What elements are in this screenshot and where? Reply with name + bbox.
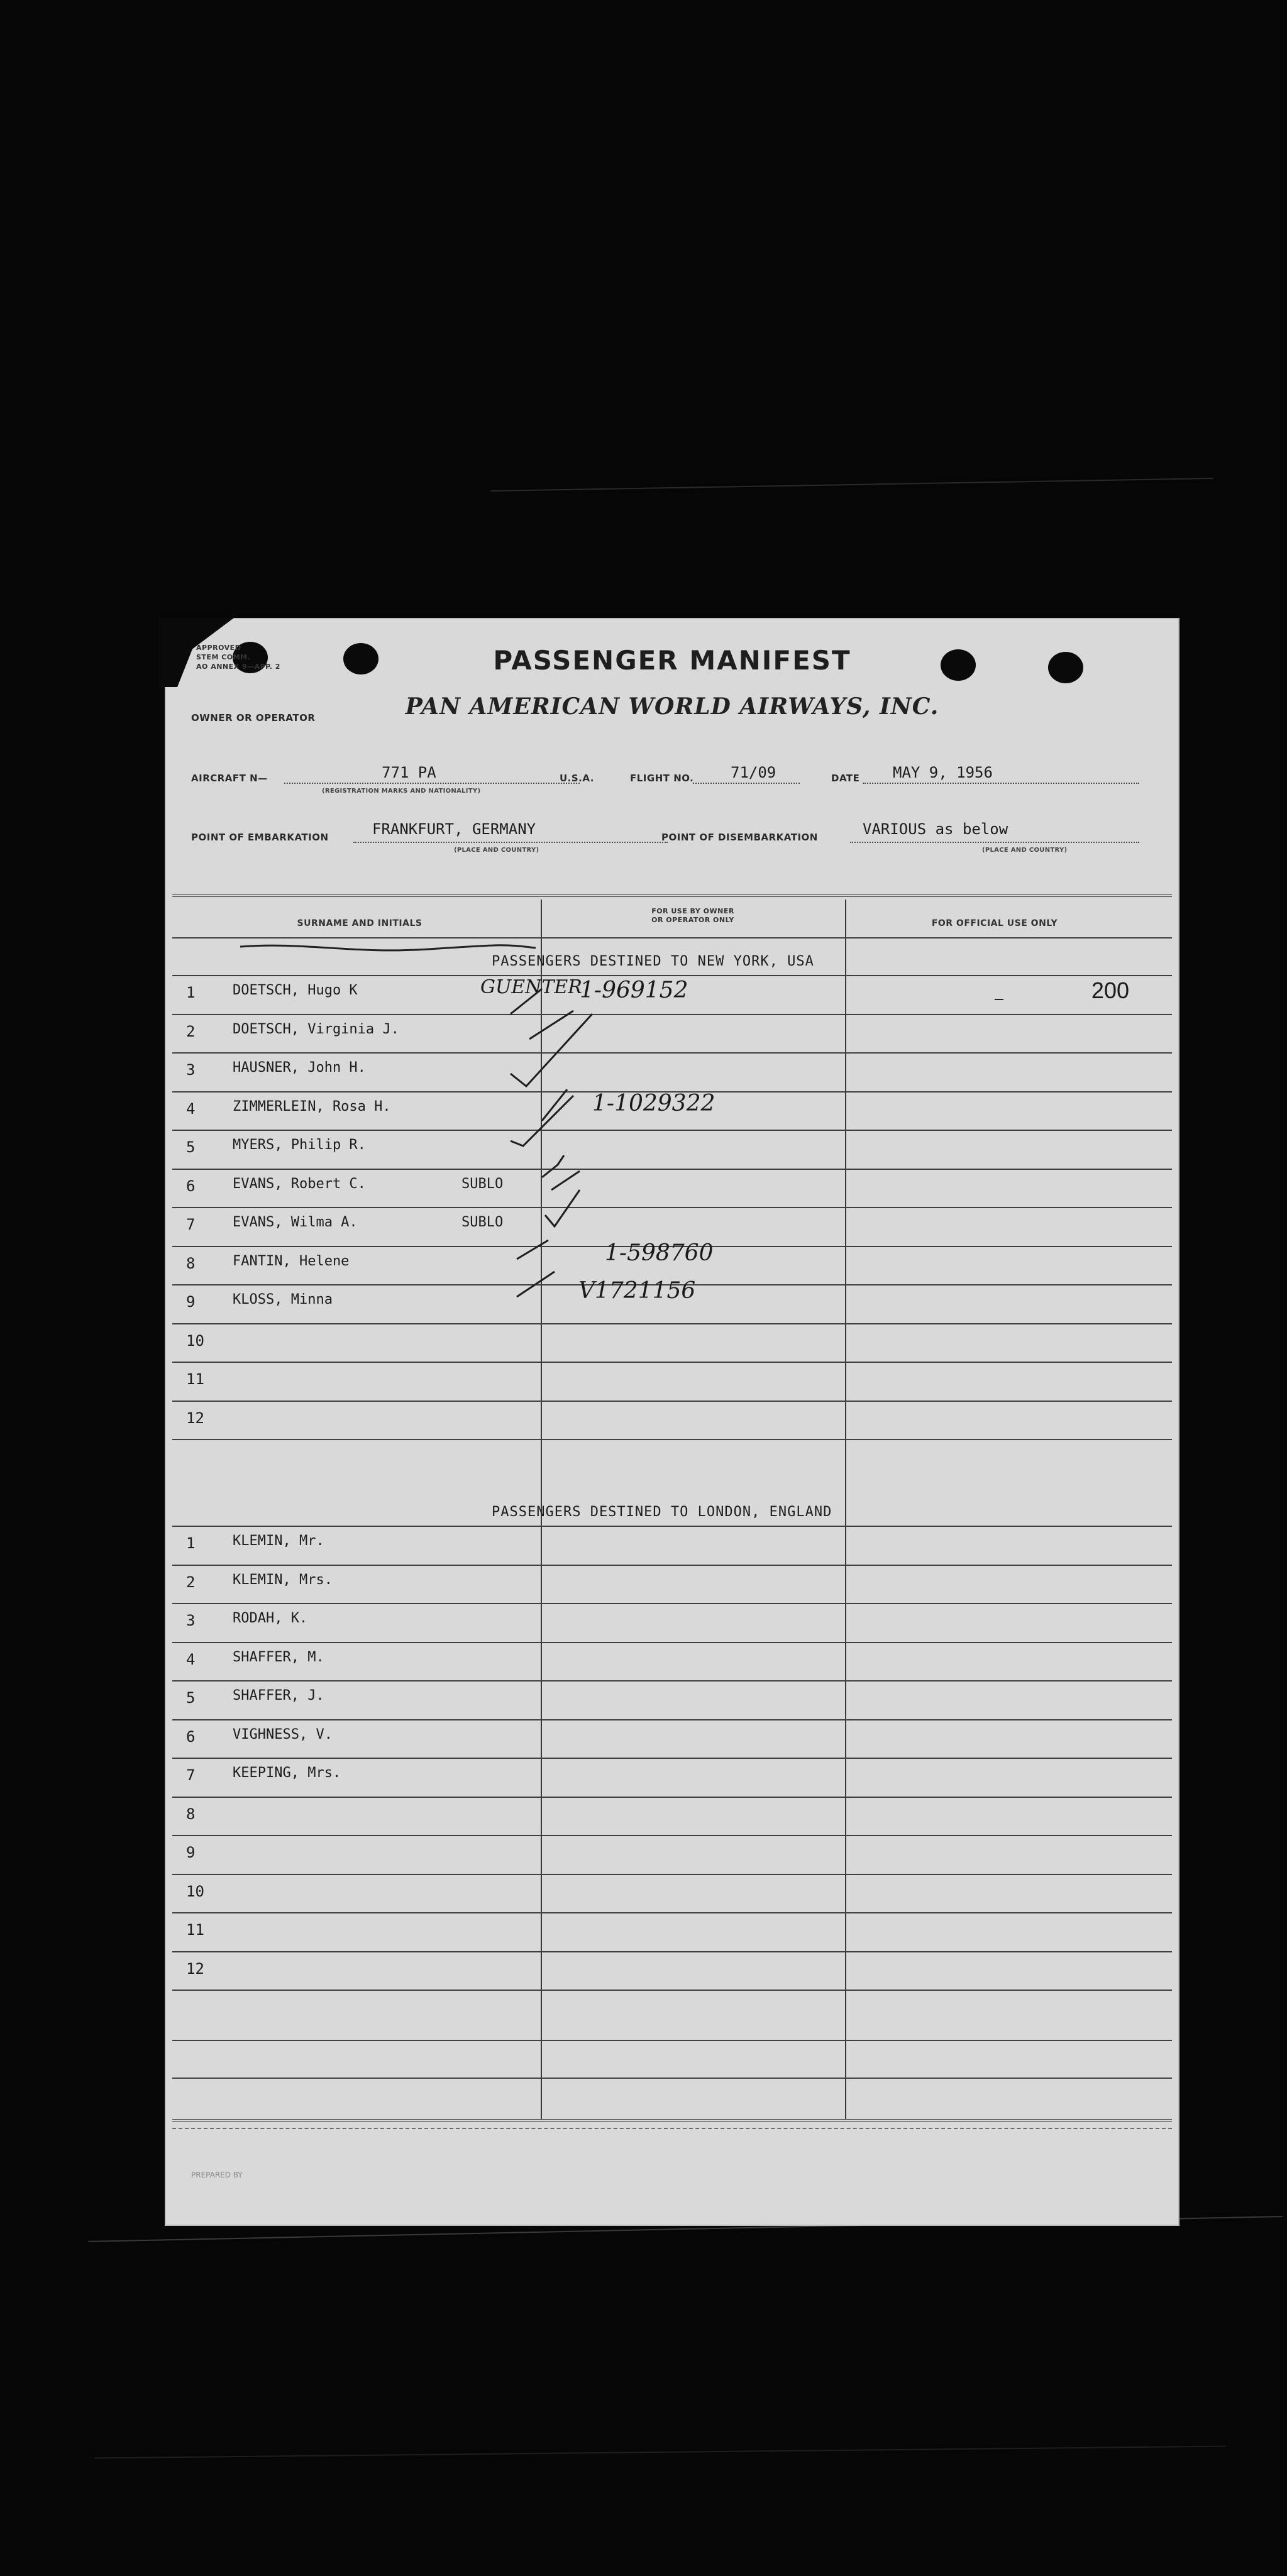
owner-label: OWNER OR OPERATOR bbox=[191, 712, 316, 724]
row-rule bbox=[172, 1362, 1172, 1363]
handwritten-operator-note: 1-598760 bbox=[605, 1240, 714, 1266]
film-scratch bbox=[490, 478, 1213, 492]
passenger-name: DOETSCH, Hugo K bbox=[233, 983, 358, 998]
row-rule bbox=[172, 1951, 1172, 1952]
embarkation-value: FRANKFURT, GERMANY bbox=[372, 820, 536, 838]
row-rule bbox=[172, 1912, 1172, 1913]
film-scratch bbox=[94, 2446, 1226, 2459]
row-number: 10 bbox=[186, 1882, 204, 1900]
dash-mark bbox=[995, 999, 1003, 1000]
disembarkation-sub: (PLACE AND COUNTRY) bbox=[982, 847, 1068, 854]
row-number: 12 bbox=[186, 1409, 204, 1427]
country-label: U.S.A. bbox=[560, 773, 594, 784]
row-number: 8 bbox=[186, 1805, 196, 1823]
page-title: PASSENGER MANIFEST bbox=[493, 645, 851, 676]
approval-stamp: APPROVED STEM COMM. AO ANNEX 9—APP. 2 bbox=[196, 644, 280, 671]
column-divider-2 bbox=[845, 900, 846, 2119]
footer-rule bbox=[172, 2128, 1172, 2129]
passenger-name: KEEPING, Mrs. bbox=[233, 1765, 341, 1781]
row-number: 3 bbox=[186, 1612, 196, 1629]
row-rule bbox=[172, 2078, 1172, 2079]
section-heading-new-york: PASSENGERS DESTINED TO NEW YORK, USA bbox=[492, 954, 814, 969]
official-use-value: 200 bbox=[1091, 977, 1129, 1003]
prepared-by-label: PREPARED BY bbox=[191, 2171, 243, 2179]
aircraft-underline bbox=[284, 783, 580, 784]
passenger-name: DOETSCH, Virginia J. bbox=[233, 1021, 399, 1037]
row-number: 7 bbox=[186, 1766, 196, 1784]
aircraft-value: 771 PA bbox=[382, 764, 436, 781]
date-value: MAY 9, 1956 bbox=[893, 764, 993, 781]
passenger-name: ZIMMERLEIN, Rosa H. bbox=[233, 1098, 391, 1115]
row-rule bbox=[172, 1169, 1172, 1170]
disembarkation-label: POINT OF DISEMBARKATION bbox=[661, 832, 818, 843]
aircraft-label: AIRCRAFT N— bbox=[191, 773, 268, 784]
row-number: 11 bbox=[186, 1921, 204, 1939]
aircraft-sub: (REGISTRATION MARKS AND NATIONALITY) bbox=[322, 788, 481, 795]
row-number: 1 bbox=[186, 984, 196, 1001]
passenger-name: EVANS, Wilma A. bbox=[233, 1214, 358, 1230]
row-number: 8 bbox=[186, 1254, 196, 1272]
row-number: 2 bbox=[186, 1022, 196, 1040]
row-number: 6 bbox=[186, 1177, 196, 1195]
handwritten-first-name: GUENTER bbox=[480, 976, 582, 998]
column-header-operator: FOR USE BY OWNER OR OPERATOR ONLY bbox=[651, 907, 734, 924]
disembarkation-value: VARIOUS as below bbox=[863, 820, 1008, 838]
handwritten-operator-note: 1-969152 bbox=[580, 977, 688, 1003]
row-number: 1 bbox=[186, 1534, 196, 1552]
passenger-name: KLEMIN, Mr. bbox=[233, 1533, 324, 1549]
row-number: 6 bbox=[186, 1727, 196, 1746]
row-rule bbox=[172, 1758, 1172, 1759]
row-rule bbox=[172, 1680, 1172, 1682]
check-marks bbox=[498, 976, 624, 1303]
passenger-name: HAUSNER, John H. bbox=[233, 1060, 366, 1076]
row-rule bbox=[172, 1014, 1172, 1015]
manifest-page bbox=[165, 618, 1179, 2226]
row-rule bbox=[172, 1603, 1172, 1604]
row-rule bbox=[172, 1439, 1172, 1440]
row-rule bbox=[172, 1526, 1172, 1527]
passenger-remark: SUBLO bbox=[461, 1214, 504, 1230]
passenger-name: MYERS, Philip R. bbox=[233, 1137, 366, 1153]
handwritten-operator-note: V1721156 bbox=[578, 1278, 696, 1304]
flight-value: 71/09 bbox=[731, 764, 776, 781]
row-number: 9 bbox=[186, 1293, 196, 1311]
row-rule bbox=[172, 2040, 1172, 2041]
row-rule bbox=[172, 1835, 1172, 1836]
column-header-surname: SURNAME AND INITIALS bbox=[297, 918, 423, 928]
column-header-official: FOR OFFICIAL USE ONLY bbox=[931, 918, 1058, 928]
passenger-name: EVANS, Robert C. bbox=[233, 1175, 366, 1192]
row-rule bbox=[172, 1565, 1172, 1566]
embarkation-underline bbox=[353, 842, 668, 843]
row-rule bbox=[172, 1207, 1172, 1208]
row-number: 2 bbox=[186, 1573, 196, 1591]
row-number: 7 bbox=[186, 1216, 196, 1233]
row-rule bbox=[172, 1130, 1172, 1131]
row-rule bbox=[172, 1401, 1172, 1402]
flight-label: FLIGHT NO. bbox=[630, 773, 694, 784]
row-number: 4 bbox=[186, 1650, 196, 1668]
date-underline bbox=[863, 783, 1139, 784]
passenger-name: RODAH, K. bbox=[233, 1610, 308, 1626]
row-rule bbox=[172, 1719, 1172, 1720]
row-number: 5 bbox=[186, 1138, 196, 1156]
embarkation-sub: (PLACE AND COUNTRY) bbox=[454, 847, 539, 854]
passenger-name: SHAFFER, J. bbox=[233, 1688, 324, 1704]
date-label: DATE bbox=[831, 773, 860, 784]
handwritten-operator-note: 1-1029322 bbox=[592, 1091, 715, 1116]
passenger-name: SHAFFER, M. bbox=[233, 1649, 324, 1665]
flight-underline bbox=[693, 783, 800, 784]
row-rule bbox=[172, 975, 1172, 976]
row-number: 12 bbox=[186, 1959, 204, 1978]
disembarkation-underline bbox=[850, 842, 1139, 843]
row-rule bbox=[172, 1797, 1172, 1798]
row-rule bbox=[172, 1642, 1172, 1643]
passenger-name: KLEMIN, Mrs. bbox=[233, 1571, 333, 1588]
passenger-name: VIGHNESS, V. bbox=[233, 1726, 333, 1742]
company-name: PAN AMERICAN WORLD AIRWAYS, INC. bbox=[405, 693, 939, 720]
row-rule bbox=[172, 1052, 1172, 1054]
passenger-name: FANTIN, Helene bbox=[233, 1253, 350, 1269]
row-rule bbox=[172, 1874, 1172, 1875]
passenger-name: KLOSS, Minna bbox=[233, 1292, 333, 1307]
passenger-remark: SUBLO bbox=[461, 1175, 504, 1192]
row-number: 4 bbox=[186, 1099, 196, 1118]
table-top-rule bbox=[172, 894, 1172, 897]
row-rule bbox=[172, 1990, 1172, 1991]
row-number: 9 bbox=[186, 1844, 196, 1861]
row-rule bbox=[172, 1323, 1172, 1324]
section-heading-london: PASSENGERS DESTINED TO LONDON, ENGLAND bbox=[492, 1504, 832, 1520]
embarkation-label: POINT OF EMBARKATION bbox=[191, 832, 329, 843]
row-number: 3 bbox=[186, 1061, 196, 1079]
table-bottom-rule bbox=[172, 2119, 1172, 2122]
row-number: 11 bbox=[186, 1370, 204, 1388]
row-number: 5 bbox=[186, 1689, 196, 1707]
row-number: 10 bbox=[186, 1331, 204, 1350]
